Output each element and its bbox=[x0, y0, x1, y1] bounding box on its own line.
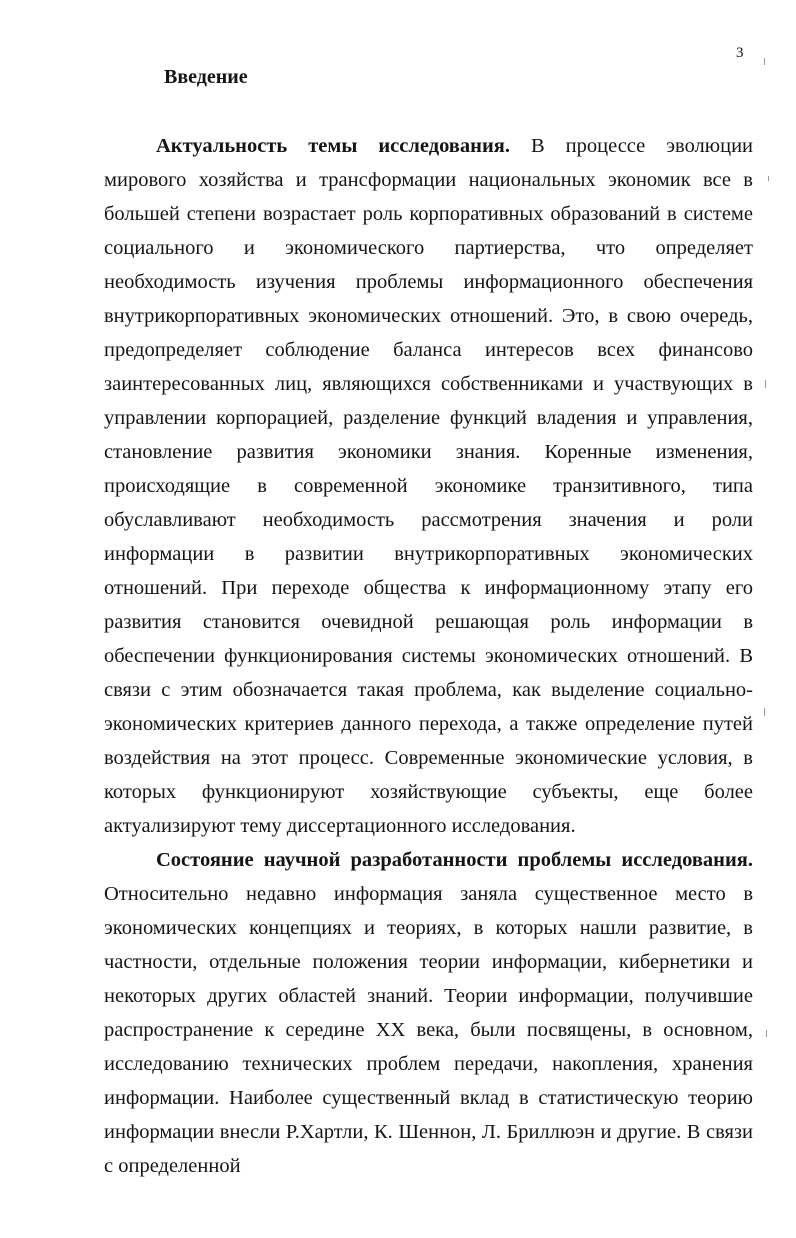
paragraph-lead: Состояние научной разработанности проблемы исследования. bbox=[156, 849, 753, 871]
paragraph-text: В процессе эволюции мирового хозяйства и трансформации национальных экономик все в большей степени возрастает роль корпоративных образований в системе социального и экономического партиерства, что определяет необходимость изучения проблемы информационного обеспечения внутрикорпоративных экономических отношений. Это, в свою очередь, предопределяет соблюдение баланса интересов всех финансово заинтересованных лиц, являющихся собственниками и участвующих в управлении корпорацией, разделение функций владения и управления, становление развития экономики знания. Коренные изменения, происходящие в современной экономике транзитивного, типа обуславливают необходимость рассмотрения значения и роли информации в развитии внутрикорпоративных экономических отношений. При переходе общества к информационному этапу его развития становится очевидной решающая роль информации в обеспечении функционирования системы экономических отношений. В связи с этим обозначается такая проблема, как выделение социально-экономических критериев данного перехода, а также определение путей воздействия на этот процесс. Современные экономические условия, в которых функционируют хозяйствующие субъекты, еще более актуализируют тему диссертационного исследования. bbox=[104, 135, 754, 837]
page-number: 3 bbox=[736, 45, 744, 61]
scan-margin-mark bbox=[765, 380, 766, 388]
scan-margin-mark bbox=[768, 176, 769, 181]
section-heading: Введение bbox=[164, 66, 248, 88]
scan-margin-mark bbox=[766, 1030, 767, 1037]
scan-margin-mark bbox=[764, 708, 765, 716]
body-text bbox=[104, 129, 753, 1183]
paragraph-research-state bbox=[104, 843, 753, 1183]
paragraph-relevance bbox=[104, 129, 753, 843]
paragraph-text: Относительно недавно информация заняла существенное место в экономических концепциях и теориях, в которых нашли развитие, в частности, отдельные положения теории информации, кибернетики и некоторых других областей знаний. Теории информации, получившие распространение к середине XX века, были посвящены, в основном, исследованию технических проблем передачи, накопления, хранения информации. Наиболее существенный вклад в статистическую теорию информации внесли Р.Хартли, К. Шеннон, Л. Бриллюэн и другие. В связи с определенной bbox=[104, 883, 753, 1177]
paragraph-lead: Актуальность темы исследования. bbox=[156, 135, 510, 157]
scan-margin-mark bbox=[764, 58, 765, 65]
